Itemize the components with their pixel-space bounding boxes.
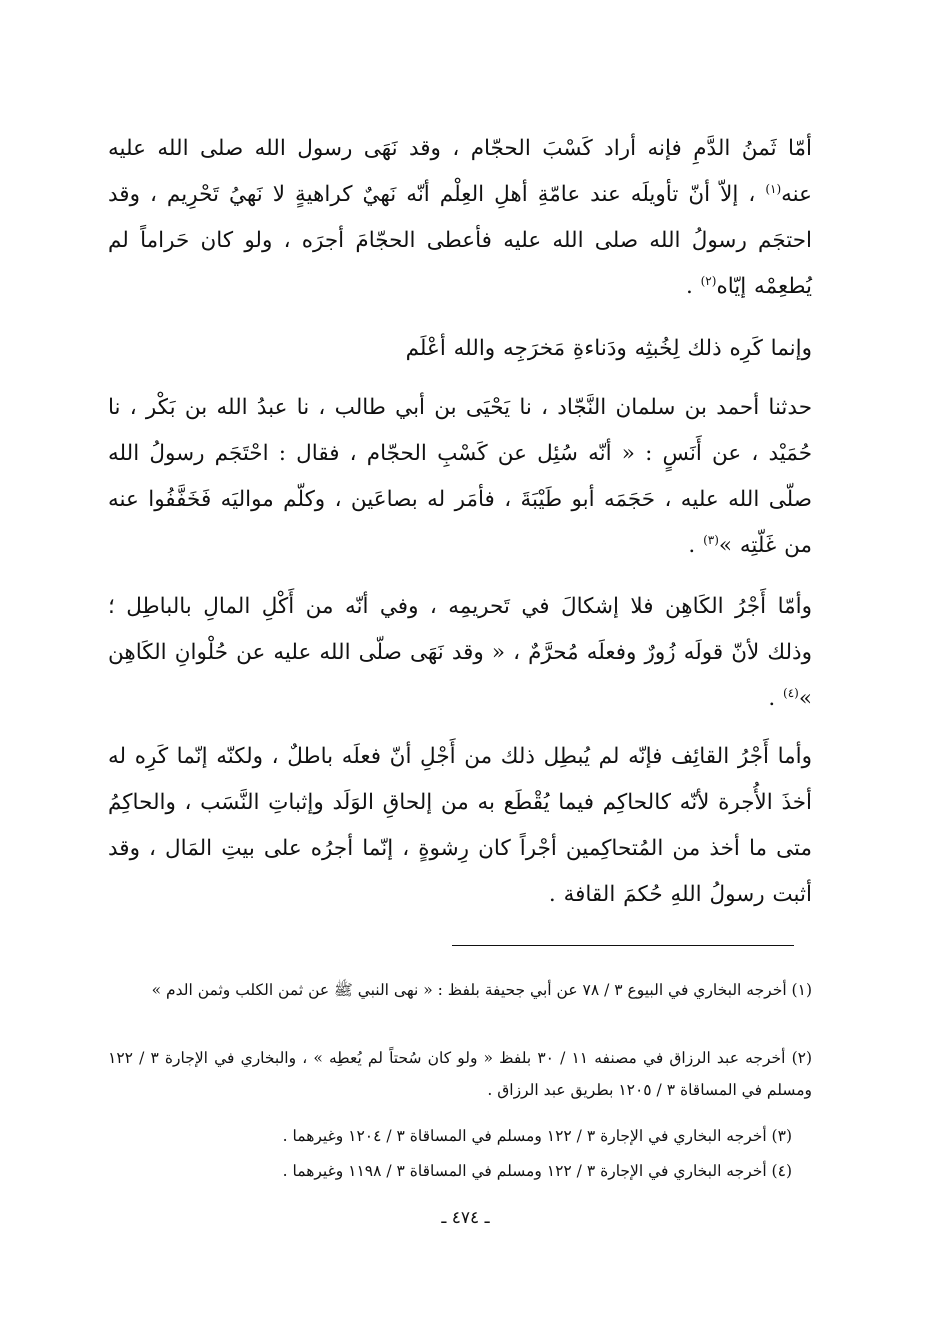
footnote-separator	[452, 945, 794, 946]
paragraph-text: أمّا ثَمنُ الدَّمِ فإنه أراد كَسْبَ الحجّام ، وقد نَهَى رسول الله صلى الله عليه عنه	[108, 136, 812, 207]
body-paragraph-2	[108, 326, 812, 372]
paragraph-text: .	[685, 274, 701, 299]
body-paragraph-4	[108, 584, 812, 722]
paragraph-text: وإنما كَرِه ذلك لِخُبثِه ودَناءةِ مَخرَجِه والله أعْلَم	[405, 336, 812, 361]
paragraph-text: .	[768, 686, 784, 711]
body-paragraph-1	[108, 126, 812, 310]
footnote-ref-2[interactable]: (٢)	[700, 273, 717, 288]
footnote-3: (٣) أخرجه البخاري في الإجارة ٣ / ١٢٢ ومسلم في المساقاة ٣ / ١٢٠٤ وغيرهما .	[282, 1127, 792, 1145]
footnote-4: (٤) أخرجه البخاري في الإجارة ٣ / ١٢٢ ومسلم في المساقاة ٣ / ١١٩٨ وغيرهما .	[282, 1162, 792, 1180]
paragraph-text: وأما أَجْرُ القائِف فإنّه لم يُبطِل ذلك من أَجْلِ أنّ فعلَه باطلٌ ، ولكنّه إنّما كَرِه له أخذَ الأُجرة لأنّه كالحاكِم فيما يُقْطَع به من إلحاقِ الوَلَد وإثباتِ النَّسَب ، والحاكِمُ متى ما أخذ من المُتحاكِمين أجْراً كان رِشوةٍ ، إنّما أجرُه على بيتِ المَال ، وقد أثبت رسولُ اللهِ حُكمَ القافة .	[108, 744, 812, 907]
paragraph-text: وأمّا أَجْرُ الكَاهِن فلا إشكالَ في تَحريمِه ، وفي أنّه من أَكْلِ المالِ بالباطِل ؛ وذلك لأنّ قولَه زُورٌ وفعلَه مُحرَّمٌ ، « وقد نَهَى صلّى الله عليه عن حُلْوانِ الكَاهِن »	[108, 594, 812, 711]
body-paragraph-5	[108, 734, 812, 918]
footnote-ref-4[interactable]: (٤)	[783, 685, 799, 700]
footnote-2: (٢) أخرجه عبد الرزاق في مصنفه ١١ / ٣٠ بلفظ « ولو كان سُحتاً لم يُعطِه » ، والبخاري في الإجارة ٣ / ١٢٢ ومسلم في المساقاة ٣ / ١٢٠٥ بطريق عبد الرزاق .	[108, 1049, 813, 1099]
paragraph-text: ، إلاّ أنّ تأويلَه عند عامّةِ أهلِ العِلْم أنّه نَهيٌ كراهيةٍ لا نَهيُ تَحْرِيم ، وقد احتجَم رسولُ الله صلى الله عليه فأعطى الحجّامَ أجرَه ، ولو كان حَراماً لم يُطعِمْه إيّاه	[108, 182, 812, 299]
footnote-ref-3[interactable]: (٣)	[703, 532, 719, 547]
paragraph-text: حدثنا أحمد بن سلمان النَّجّاد ، نا يَحْيَى بن أبي طالب ، نا عبدُ الله بن بَكْر ، نا حُمَيْد ، عن أَنَسٍ : « أنّه سُئِل عن كَسْبِ الحجّام ، فقال : احْتَجَم رسولُ الله صلّى الله عليه ، حَجَمَه أبو طَيْبَةَ ، فأمَر له بصاعَين ، وكلّم مواليَه فَخَفَّفُوا عنه من غَلّتِه »	[108, 395, 812, 558]
page-number: ـ ٤٧٤ ـ	[441, 1208, 490, 1228]
footnote-1: (١) أخرجه البخاري في البيوع ٣ / ٧٨ عن أبي جحيفة بلفظ : « نهى النبي ﷺ عن ثمن الكلب وثمن الدم »	[151, 981, 812, 999]
paragraph-text: .	[688, 533, 704, 558]
footnote-ref-1[interactable]: (١)	[765, 181, 782, 196]
body-paragraph-3	[108, 385, 812, 569]
